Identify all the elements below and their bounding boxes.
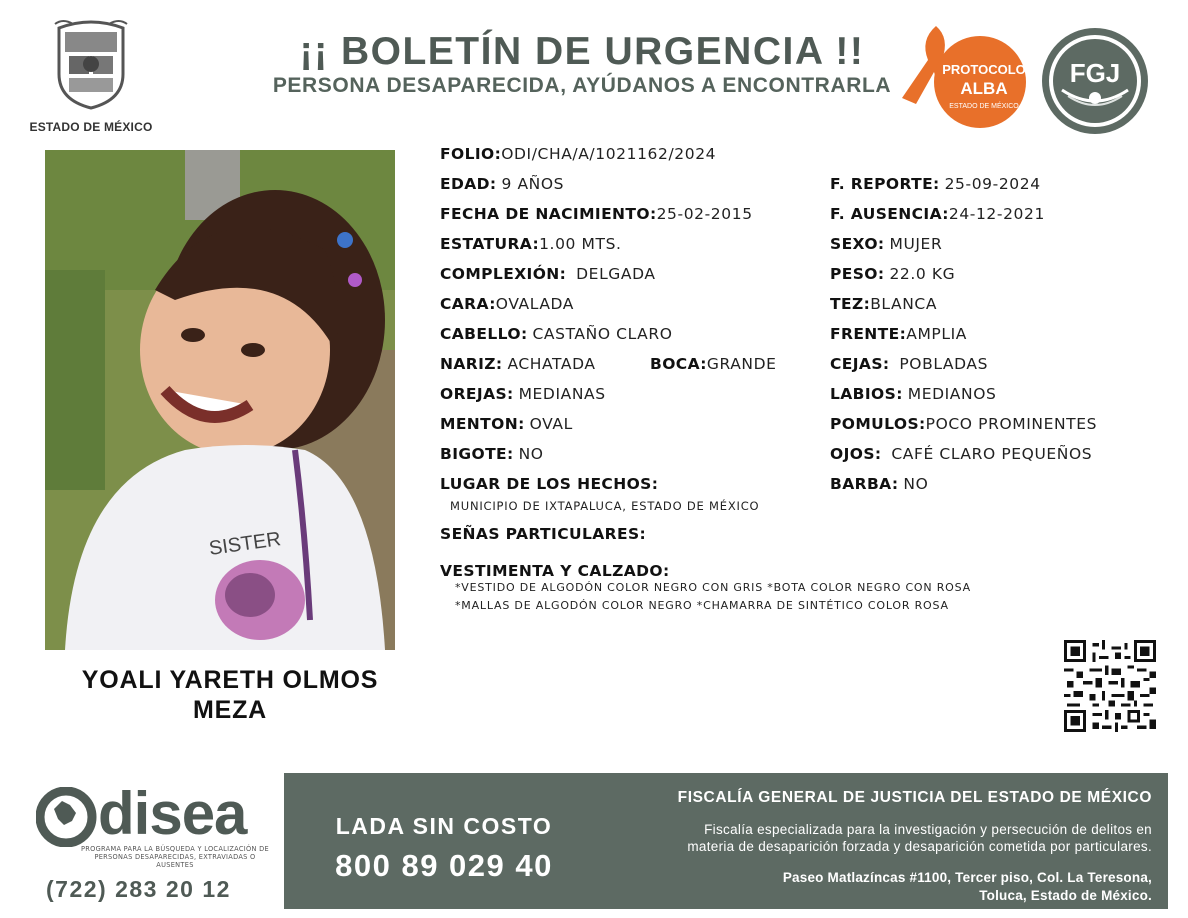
state-shield-icon bbox=[53, 18, 129, 110]
headline bbox=[262, 32, 902, 98]
field-label: BOCA: bbox=[650, 355, 707, 373]
field-estatura bbox=[440, 235, 622, 253]
field-label: ESTATURA: bbox=[440, 235, 540, 253]
alba-line1: PROTOCOLO bbox=[942, 62, 1026, 77]
fgj-seal bbox=[1040, 26, 1150, 136]
field-label: VESTIMENTA Y CALZADO: bbox=[440, 562, 670, 580]
field-cejas bbox=[830, 355, 988, 373]
field-barba bbox=[830, 475, 928, 493]
field-frente bbox=[830, 325, 967, 343]
field-value: POCO PROMINENTES bbox=[925, 415, 1098, 433]
field-label: LUGAR DE LOS HECHOS: bbox=[440, 475, 659, 493]
field-bigote bbox=[440, 445, 544, 463]
field-label: POMULOS: bbox=[830, 415, 926, 433]
fgj-text: FGJ bbox=[1069, 58, 1121, 88]
fiscalia-desc-line2: materia de desaparición forzada y desaparición cometida por particulares. bbox=[687, 839, 1152, 854]
field-label: OJOS: bbox=[830, 445, 882, 463]
field-value: MEDIANAS bbox=[518, 385, 606, 403]
field-fecha-nacimiento bbox=[440, 205, 753, 223]
field-value: 22.0 KG bbox=[889, 265, 956, 283]
field-value: GRANDE bbox=[706, 355, 777, 373]
field-value: MUJER bbox=[889, 235, 943, 253]
field-label: NARIZ: bbox=[440, 355, 503, 373]
missing-person-photo bbox=[45, 150, 395, 650]
field-value: OVALADA bbox=[495, 295, 575, 313]
photo-shirt-text: SISTER bbox=[207, 528, 283, 560]
lada-label: LADA SIN COSTO bbox=[335, 813, 553, 839]
fiscalia-address bbox=[592, 869, 1152, 905]
field-f-reporte bbox=[830, 175, 1041, 193]
fiscalia-description bbox=[592, 821, 1152, 855]
person-name-line2: MEZA bbox=[192, 696, 268, 724]
field-label: FRENTE: bbox=[830, 325, 907, 343]
odisea-program-text: PROGRAMA PARA LA BÚSQUEDA Y LOCALIZACIÓN DE PERSONAS DESAPARECIDAS, EXTRAVIADAS O AUSENTES bbox=[81, 845, 269, 869]
field-orejas bbox=[440, 385, 606, 403]
field-label: EDAD: bbox=[440, 175, 497, 193]
odisea-phone[interactable]: (722) 283 20 12 bbox=[46, 876, 231, 902]
field-value: CAFÉ CLARO PEQUEÑOS bbox=[891, 445, 1093, 463]
field-cara bbox=[440, 295, 574, 313]
field-label: PESO: bbox=[830, 265, 885, 283]
field-value: 25-02-2015 bbox=[656, 205, 753, 223]
field-label: LABIOS: bbox=[830, 385, 903, 403]
field-label: CARA: bbox=[440, 295, 496, 313]
person-name-line1: YOALI YARETH OLMOS bbox=[81, 666, 379, 694]
field-label: FECHA DE NACIMIENTO: bbox=[440, 205, 657, 223]
field-edad bbox=[440, 175, 564, 193]
field-senas bbox=[440, 525, 646, 543]
field-label: BARBA: bbox=[830, 475, 899, 493]
field-sexo bbox=[830, 235, 942, 253]
field-value: ODI/CHA/A/1021162/2024 bbox=[501, 145, 717, 163]
field-value: NO bbox=[518, 445, 544, 463]
alba-line2: ALBA bbox=[960, 79, 1008, 98]
fiscalia-name: FISCALÍA GENERAL DE JUSTICIA DEL ESTADO DE MÉXICO bbox=[677, 789, 1152, 806]
state-name: ESTADO DE MÉXICO bbox=[29, 120, 153, 134]
vestimenta-line1: *VESTIDO DE ALGODÓN COLOR NEGRO CON GRIS *BOTA COLOR NEGRO CON ROSA bbox=[455, 581, 971, 594]
field-label: COMPLEXIÓN: bbox=[440, 265, 567, 283]
fiscalia-info bbox=[592, 789, 1152, 905]
field-value: AMPLIA bbox=[906, 325, 967, 343]
field-label: CEJAS: bbox=[830, 355, 890, 373]
odisea-pin-icon bbox=[36, 787, 100, 847]
field-vestimenta bbox=[440, 562, 670, 580]
protocolo-alba-logo bbox=[898, 20, 1030, 132]
field-label: OREJAS: bbox=[440, 385, 514, 403]
field-menton bbox=[440, 415, 573, 433]
lada-sin-costo bbox=[284, 773, 604, 909]
lada-number[interactable]: 800 89 029 40 bbox=[335, 848, 553, 883]
field-boca bbox=[650, 355, 777, 373]
estado-de-mexico-logo bbox=[28, 18, 154, 134]
footer-band bbox=[284, 773, 1168, 909]
field-value: DELGADA bbox=[576, 265, 656, 283]
alba-line3: ESTADO DE MÉXICO bbox=[949, 103, 1019, 110]
field-ojos bbox=[830, 445, 1092, 463]
field-value: 25-09-2024 bbox=[944, 175, 1041, 193]
field-f-ausencia bbox=[830, 205, 1045, 223]
field-label: BIGOTE: bbox=[440, 445, 514, 463]
field-pomulos bbox=[830, 415, 1097, 433]
field-lugar-label bbox=[440, 475, 658, 493]
field-label: FOLIO: bbox=[440, 145, 502, 163]
field-value: CASTAÑO CLARO bbox=[532, 325, 673, 343]
field-value: MEDIANOS bbox=[907, 385, 997, 403]
field-value: 9 AÑOS bbox=[501, 175, 565, 193]
field-nariz bbox=[440, 355, 596, 373]
odisea-word: disea bbox=[98, 780, 247, 847]
field-peso bbox=[830, 265, 955, 283]
field-value: OVAL bbox=[529, 415, 573, 433]
field-cabello bbox=[440, 325, 673, 343]
bulletin-title: ¡¡ BOLETÍN DE URGENCIA !! bbox=[299, 30, 865, 73]
field-lugar-value: MUNICIPIO DE IXTAPALUCA, ESTADO DE MÉXICO bbox=[450, 499, 760, 513]
field-labios bbox=[830, 385, 996, 403]
field-label: TEZ: bbox=[830, 295, 871, 313]
address-line2: Toluca, Estado de México. bbox=[979, 888, 1152, 903]
vestimenta-line2: *MALLAS DE ALGODÓN COLOR NEGRO *CHAMARRA DE SINTÉTICO COLOR ROSA bbox=[455, 599, 949, 612]
field-value: 1.00 MTS. bbox=[539, 235, 622, 253]
field-value: 24-12-2021 bbox=[948, 205, 1045, 223]
odisea-logo bbox=[36, 780, 276, 910]
field-tez bbox=[830, 295, 937, 313]
bulletin-subtitle: PERSONA DESAPARECIDA, AYÚDANOS A ENCONTRARLA bbox=[272, 74, 892, 97]
field-label: F. REPORTE: bbox=[830, 175, 940, 193]
field-complexion bbox=[440, 265, 656, 283]
field-value: BLANCA bbox=[870, 295, 938, 313]
field-label: F. AUSENCIA: bbox=[830, 205, 949, 223]
field-folio bbox=[440, 145, 716, 163]
fiscalia-desc-line1: Fiscalía especializada para la investigación y persecución de delitos en bbox=[704, 822, 1152, 837]
field-label: MENTON: bbox=[440, 415, 525, 433]
field-value: POBLADAS bbox=[899, 355, 989, 373]
person-name bbox=[45, 665, 415, 725]
field-value: ACHATADA bbox=[507, 355, 596, 373]
address-line1: Paseo Matlazíncas #1100, Tercer piso, Col. La Teresona, bbox=[782, 870, 1152, 885]
field-value: NO bbox=[903, 475, 929, 493]
field-label: CABELLO: bbox=[440, 325, 528, 343]
field-label: SEÑAS PARTICULARES: bbox=[440, 525, 647, 543]
field-label: SEXO: bbox=[830, 235, 885, 253]
qr-code-icon[interactable] bbox=[1064, 640, 1156, 732]
